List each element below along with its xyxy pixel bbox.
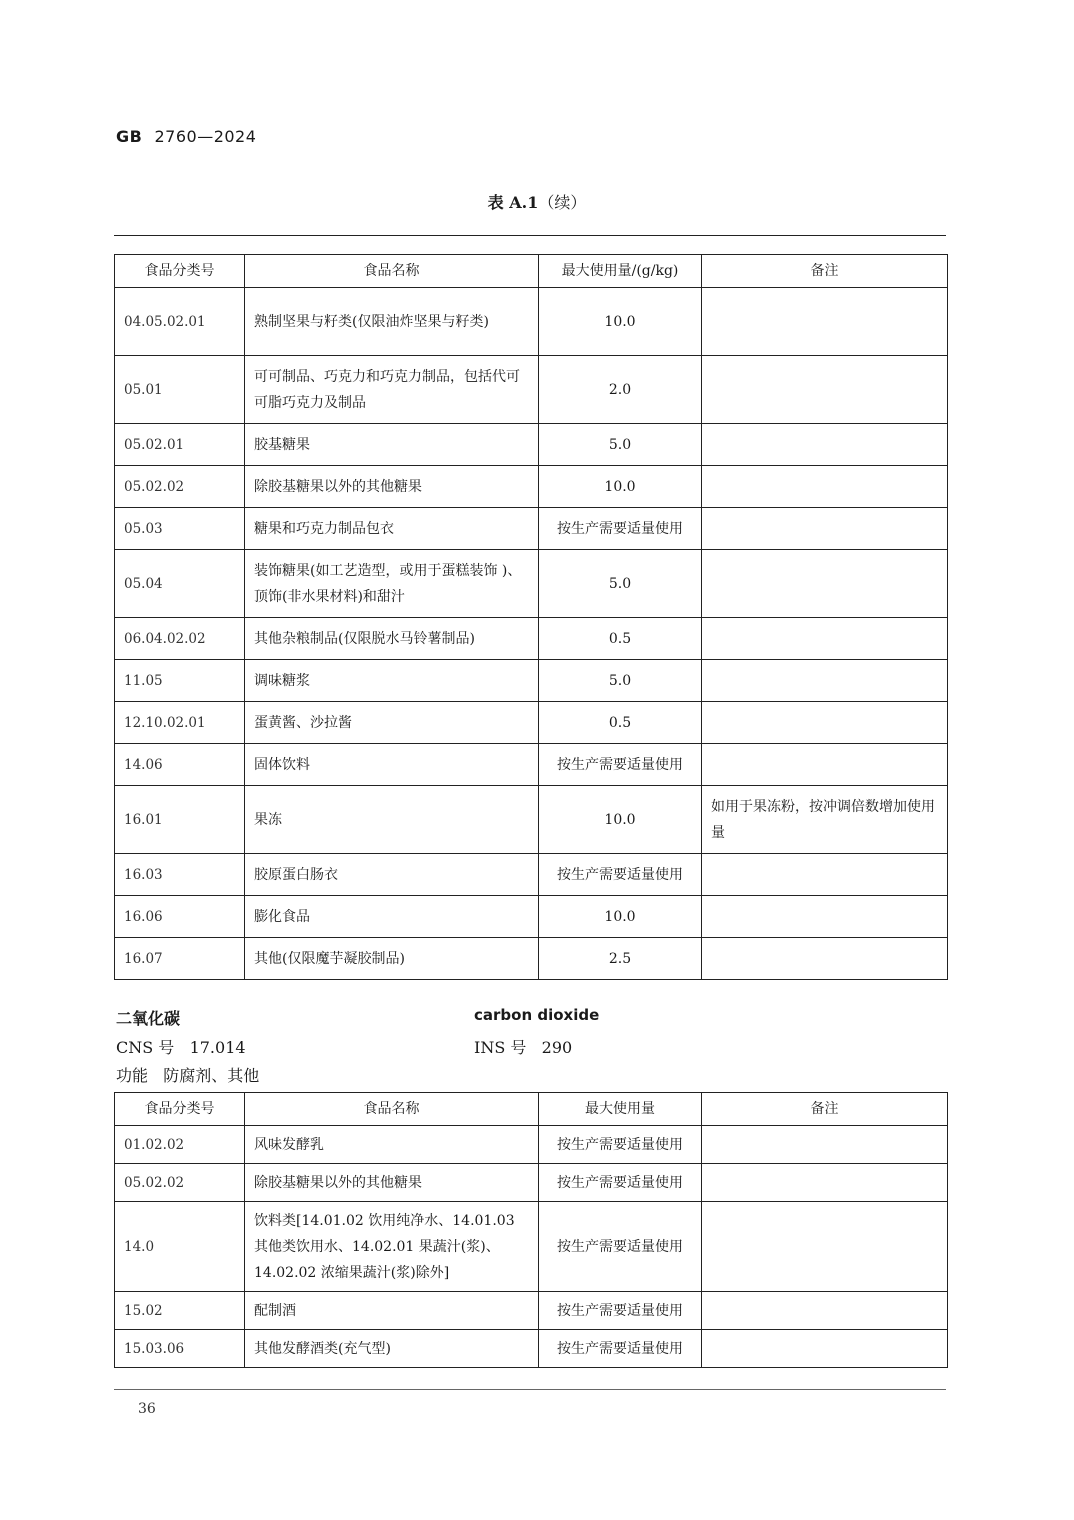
remarks <box>702 618 948 660</box>
max-usage: 按生产需要适量使用 <box>539 508 702 550</box>
food-name: 胶基糖果 <box>245 424 539 466</box>
category-code: 06.04.02.02 <box>115 618 245 660</box>
remarks <box>702 1164 948 1202</box>
max-usage: 0.5 <box>539 702 702 744</box>
category-code: 05.02.02 <box>115 1164 245 1202</box>
table-row <box>115 1202 948 1292</box>
remarks <box>702 660 948 702</box>
table-row <box>115 786 948 854</box>
ins-number <box>474 1035 572 1058</box>
category-code: 16.03 <box>115 854 245 896</box>
category-code: 05.04 <box>115 550 245 618</box>
col-header-category-code: 食品分类号 <box>115 1093 245 1126</box>
remarks <box>702 550 948 618</box>
food-name: 装饰糖果(如工艺造型，或用于蛋糕装饰 )、顶饰(非水果材料)和甜汁 <box>245 550 539 618</box>
category-code: 16.07 <box>115 938 245 980</box>
standard-number: 2760—2024 <box>154 127 257 146</box>
max-usage: 按生产需要适量使用 <box>539 1126 702 1164</box>
food-name: 熟制坚果与籽类(仅限油炸坚果与籽类) <box>245 288 539 356</box>
category-code: 05.02.02 <box>115 466 245 508</box>
co2-usage-table <box>114 1092 948 1368</box>
table-caption-label: 表 A.1 <box>487 193 539 212</box>
remarks <box>702 896 948 938</box>
food-name: 配制酒 <box>245 1292 539 1330</box>
col-header-food-name: 食品名称 <box>245 1093 539 1126</box>
table-caption-suffix: （续） <box>538 193 587 212</box>
cns-number <box>116 1035 246 1058</box>
table-row <box>115 424 948 466</box>
max-usage: 10.0 <box>539 288 702 356</box>
remarks <box>702 1202 948 1292</box>
food-name: 调味糖浆 <box>245 660 539 702</box>
function-line <box>116 1063 259 1086</box>
category-code: 15.03.06 <box>115 1330 245 1368</box>
table-row <box>115 508 948 550</box>
page-number: 36 <box>138 1401 156 1417</box>
table-row <box>115 702 948 744</box>
ins-label: INS 号 <box>474 1038 527 1057</box>
remarks <box>702 744 948 786</box>
category-code: 01.02.02 <box>115 1126 245 1164</box>
footer-rule <box>114 1389 946 1390</box>
remarks <box>702 702 948 744</box>
table-header-row <box>115 1093 948 1126</box>
remarks <box>702 1126 948 1164</box>
function-label: 功能 <box>116 1066 149 1085</box>
food-name: 除胶基糖果以外的其他糖果 <box>245 466 539 508</box>
remarks <box>702 466 948 508</box>
category-code: 04.05.02.01 <box>115 288 245 356</box>
category-code: 16.06 <box>115 896 245 938</box>
remarks <box>702 508 948 550</box>
col-header-max-usage: 最大使用量 <box>539 1093 702 1126</box>
table-row <box>115 744 948 786</box>
substance-name-en: carbon dioxide <box>474 1006 600 1024</box>
table-row <box>115 1330 948 1368</box>
table-header-row <box>115 255 948 288</box>
table-row <box>115 938 948 980</box>
standard-code: GB <box>116 127 143 146</box>
max-usage: 0.5 <box>539 618 702 660</box>
table-row <box>115 854 948 896</box>
cns-label: CNS 号 <box>116 1038 175 1057</box>
max-usage: 2.0 <box>539 356 702 424</box>
remarks <box>702 1330 948 1368</box>
max-usage: 10.0 <box>539 466 702 508</box>
substance-name-cn: 二氧化碳 <box>116 1009 181 1028</box>
table-row <box>115 896 948 938</box>
category-code: 11.05 <box>115 660 245 702</box>
category-code: 05.02.01 <box>115 424 245 466</box>
table-row <box>115 288 948 356</box>
remarks <box>702 424 948 466</box>
function-value: 防腐剂、其他 <box>163 1066 260 1085</box>
category-code: 14.06 <box>115 744 245 786</box>
category-code: 15.02 <box>115 1292 245 1330</box>
category-code: 05.01 <box>115 356 245 424</box>
food-name: 饮料类[14.01.02 饮用纯净水、14.01.03 其他类饮用水、14.02.01 果蔬汁(浆)、14.02.02 浓缩果蔬汁(浆)除外] <box>245 1202 539 1292</box>
max-usage: 按生产需要适量使用 <box>539 1292 702 1330</box>
max-usage: 按生产需要适量使用 <box>539 744 702 786</box>
table-caption <box>0 190 1074 213</box>
max-usage: 按生产需要适量使用 <box>539 1164 702 1202</box>
max-usage: 5.0 <box>539 660 702 702</box>
max-usage: 5.0 <box>539 550 702 618</box>
remarks <box>702 288 948 356</box>
food-name: 其他杂粮制品(仅限脱水马铃薯制品) <box>245 618 539 660</box>
table-row <box>115 1164 948 1202</box>
table-row <box>115 550 948 618</box>
max-usage: 5.0 <box>539 424 702 466</box>
food-name: 固体饮料 <box>245 744 539 786</box>
category-code: 05.03 <box>115 508 245 550</box>
category-code: 16.01 <box>115 786 245 854</box>
max-usage: 按生产需要适量使用 <box>539 1330 702 1368</box>
additive-usage-table <box>114 254 948 980</box>
category-code: 14.0 <box>115 1202 245 1292</box>
top-rule <box>114 235 946 236</box>
max-usage: 按生产需要适量使用 <box>539 854 702 896</box>
col-header-remarks: 备注 <box>702 1093 948 1126</box>
food-name: 蛋黄酱、沙拉酱 <box>245 702 539 744</box>
food-name: 糖果和巧克力制品包衣 <box>245 508 539 550</box>
remarks <box>702 1292 948 1330</box>
table-row <box>115 466 948 508</box>
standard-header <box>116 127 256 146</box>
col-header-category-code: 食品分类号 <box>115 255 245 288</box>
table-row <box>115 1126 948 1164</box>
table-row <box>115 618 948 660</box>
max-usage: 按生产需要适量使用 <box>539 1202 702 1292</box>
remarks <box>702 854 948 896</box>
remarks: 如用于果冻粉，按冲调倍数增加使用量 <box>702 786 948 854</box>
category-code: 12.10.02.01 <box>115 702 245 744</box>
col-header-max-usage: 最大使用量/(g/kg) <box>539 255 702 288</box>
max-usage: 2.5 <box>539 938 702 980</box>
food-name: 果冻 <box>245 786 539 854</box>
max-usage: 10.0 <box>539 896 702 938</box>
food-name: 可可制品、巧克力和巧克力制品，包括代可可脂巧克力及制品 <box>245 356 539 424</box>
col-header-remarks: 备注 <box>702 255 948 288</box>
food-name: 其他发酵酒类(充气型) <box>245 1330 539 1368</box>
table-row <box>115 356 948 424</box>
col-header-food-name: 食品名称 <box>245 255 539 288</box>
remarks <box>702 356 948 424</box>
table-row <box>115 1292 948 1330</box>
food-name: 胶原蛋白肠衣 <box>245 854 539 896</box>
remarks <box>702 938 948 980</box>
food-name: 膨化食品 <box>245 896 539 938</box>
food-name: 其他(仅限魔芋凝胶制品) <box>245 938 539 980</box>
cns-value: 17.014 <box>189 1038 246 1057</box>
table-row <box>115 660 948 702</box>
ins-value: 290 <box>541 1038 573 1057</box>
food-name: 风味发酵乳 <box>245 1126 539 1164</box>
max-usage: 10.0 <box>539 786 702 854</box>
food-name: 除胶基糖果以外的其他糖果 <box>245 1164 539 1202</box>
